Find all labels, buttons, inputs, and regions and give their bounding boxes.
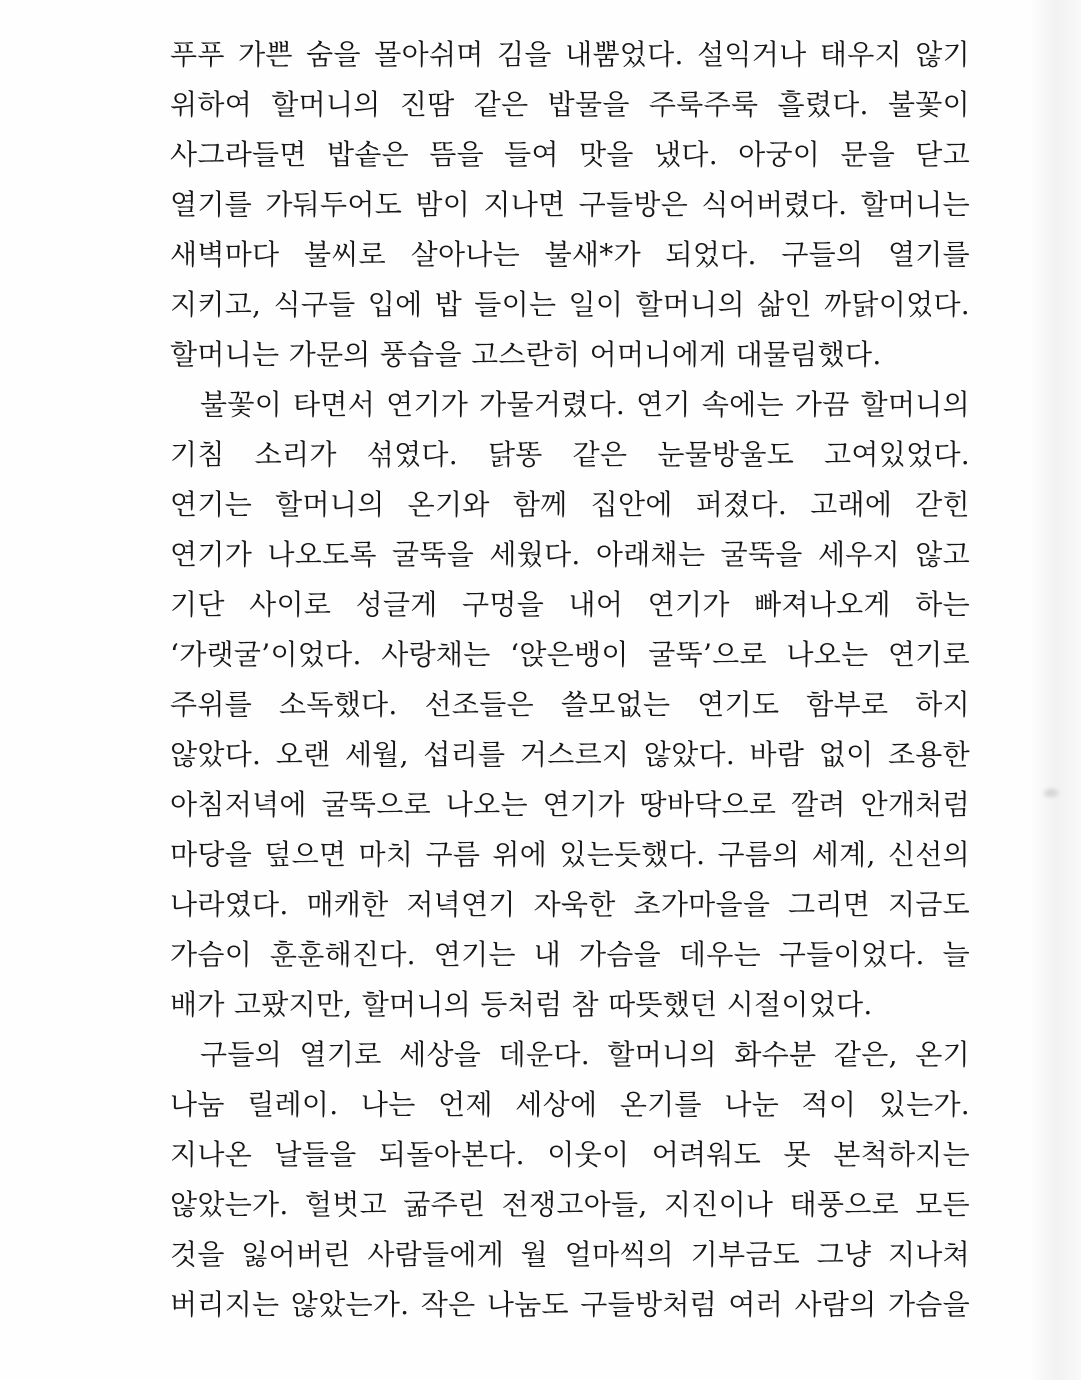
text-line: 아침저녁에 굴뚝으로 나오는 연기가 땅바닥으로 깔려 안개처럼 bbox=[170, 788, 970, 821]
text-line: 연기는 할머니의 온기와 함께 집안에 퍼졌다. 고래에 갇힌 bbox=[170, 488, 970, 521]
text-line: 사그라들면 밥솥은 뜸을 들여 맛을 냈다. 아궁이 문을 닫고 bbox=[170, 138, 970, 171]
text-line: 나라였다. 매캐한 저녁연기 자욱한 초가마을을 그리면 지금도 bbox=[170, 888, 970, 921]
text-line: 않았는가. 헐벗고 굶주린 전쟁고아들, 지진이나 태풍으로 모든 bbox=[170, 1188, 970, 1221]
text-line: 버리지는 않았는가. 작은 나눔도 구들방처럼 여러 사람의 가슴을 bbox=[170, 1288, 970, 1321]
text-line: 푸푸 가쁜 숨을 몰아쉬며 김을 내뿜었다. 설익거나 태우지 않기 bbox=[170, 38, 970, 71]
text-line: 위하여 할머니의 진땀 같은 밥물을 주룩주룩 흘렸다. 불꽃이 bbox=[170, 88, 970, 121]
text-line: 것을 잃어버린 사람들에게 월 얼마씩의 기부금도 그냥 지나쳐 bbox=[170, 1238, 970, 1271]
text-line-paragraph-end: 배가 고팠지만, 할머니의 등처럼 참 따뜻했던 시절이었다. bbox=[170, 988, 873, 1021]
text-line: 마당을 덮으면 마치 구름 위에 있는듯했다. 구름의 세계, 신선의 bbox=[170, 838, 970, 871]
text-line-paragraph-end: 할머니는 가문의 풍습을 고스란히 어머니에게 대물림했다. bbox=[170, 338, 882, 371]
scan-smudge bbox=[1044, 789, 1058, 797]
scan-edge-shadow bbox=[1029, 0, 1081, 1380]
text-line: 연기가 나오도록 굴뚝을 세웠다. 아래채는 굴뚝을 세우지 않고 bbox=[170, 538, 970, 571]
text-line: 나눔 릴레이. 나는 언제 세상에 온기를 나눈 적이 있는가. bbox=[170, 1088, 970, 1121]
text-line-paragraph-start: 불꽃이 타면서 연기가 가물거렸다. 연기 속에는 가끔 할머니의 bbox=[200, 388, 970, 421]
text-line: 주위를 소독했다. 선조들은 쓸모없는 연기도 함부로 하지 bbox=[170, 688, 970, 721]
text-line: 않았다. 오랜 세월, 섭리를 거스르지 않았다. 바람 없이 조용한 bbox=[170, 738, 970, 771]
text-line: 지나온 날들을 되돌아본다. 이웃이 어려워도 못 본척하지는 bbox=[170, 1138, 970, 1171]
text-line: 열기를 가둬두어도 밤이 지나면 구들방은 식어버렸다. 할머니는 bbox=[170, 188, 970, 221]
text-line: 기침 소리가 섞였다. 닭똥 같은 눈물방울도 고여있었다. bbox=[170, 438, 970, 471]
text-line: 가슴이 훈훈해진다. 연기는 내 가슴을 데우는 구들이었다. 늘 bbox=[170, 938, 970, 971]
text-line: 지키고, 식구들 입에 밥 들이는 일이 할머니의 삶인 까닭이었다. bbox=[170, 288, 970, 321]
text-line-paragraph-start: 구들의 열기로 세상을 데운다. 할머니의 화수분 같은, 온기 bbox=[200, 1038, 970, 1071]
text-line: ‘가랫굴’이었다. 사랑채는 ‘앉은뱅이 굴뚝’으로 나오는 연기로 bbox=[170, 638, 970, 671]
body-text bbox=[170, 30, 970, 1330]
text-line: 새벽마다 불씨로 살아나는 불새*가 되었다. 구들의 열기를 bbox=[170, 238, 970, 271]
text-line: 기단 사이로 성글게 구멍을 내어 연기가 빠져나오게 하는 bbox=[170, 588, 970, 621]
